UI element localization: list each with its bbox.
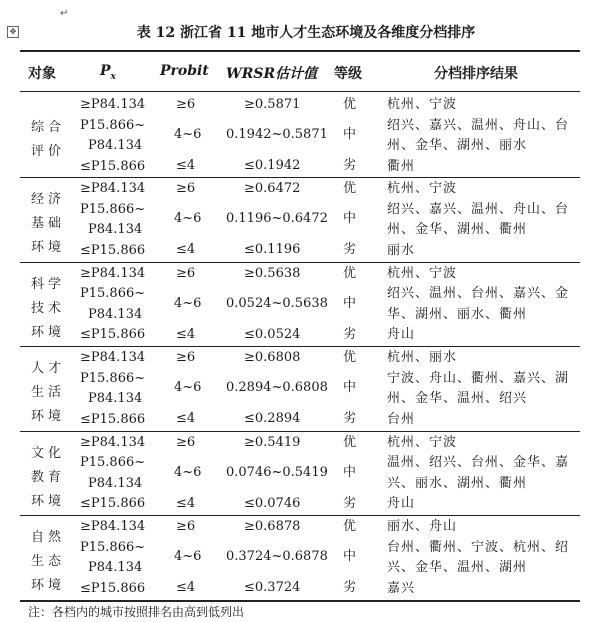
grade-value: 中	[343, 464, 357, 480]
wrsr-value: 0.0524~0.5638	[226, 295, 328, 311]
city-list-line: 兴、丽水、湖州、衢州	[387, 475, 528, 491]
header-probit: Probit	[160, 63, 209, 79]
probit-value: ≤4	[176, 158, 196, 173]
group-separator-rule	[20, 346, 580, 347]
group-object-label: 环境	[31, 324, 66, 340]
probit-value: 4~6	[174, 380, 202, 396]
city-list-line: 州、金华、温州、绍兴	[387, 391, 528, 407]
grade-value: 中	[343, 211, 357, 227]
city-list-line: 嘉兴	[387, 580, 416, 596]
px-value: ≤P15.866	[80, 242, 146, 258]
group-separator-rule	[20, 262, 580, 263]
probit-value: ≤4	[176, 580, 196, 595]
wrsr-value: ≤0.2894	[244, 411, 301, 427]
wrsr-value: ≥0.6472	[244, 181, 301, 197]
px-value: P15.866~	[80, 370, 146, 386]
px-value: P84.134	[88, 306, 143, 322]
table-top-rule	[20, 50, 580, 52]
group-object-label: 教育	[31, 469, 66, 485]
table-title: 表 12 浙江省 11 地市人才生态环境及各维度分档排序	[136, 25, 476, 41]
px-value: P15.866~	[80, 539, 146, 555]
px-value: ≤P15.866	[80, 496, 146, 512]
header-object: 对象	[28, 66, 56, 82]
grade-value: 劣	[343, 411, 357, 427]
grade-value: 中	[343, 549, 357, 564]
probit-value: 4~6	[174, 549, 202, 564]
wrsr-value: ≥0.5419	[244, 434, 301, 450]
city-list-line: 丽水、舟山	[387, 519, 458, 534]
group-object-label: 环境	[31, 409, 66, 425]
header-wrsr: WRSR估计值	[226, 66, 318, 82]
city-list-line: 宁波、舟山、衢州、嘉兴、湖	[387, 370, 570, 386]
probit-value: ≥6	[176, 519, 196, 534]
city-list-line: 温州、绍兴、台州、金华、嘉	[387, 455, 570, 471]
city-list-line: 绍兴、嘉兴、温州、舟山、台	[387, 117, 570, 133]
group-object-label: 生态	[31, 554, 66, 569]
wrsr-value: ≥0.5871	[244, 97, 301, 112]
group-object-label: 科学	[31, 276, 66, 292]
group-object-label: 基础	[31, 216, 66, 232]
px-value: P84.134	[88, 391, 143, 407]
table-bottom-rule	[20, 600, 580, 602]
px-value: P15.866~	[80, 201, 146, 217]
table-note: 注：各档内的城市按照排名由高到低列出	[28, 605, 245, 619]
city-list-line: 绍兴、温州、台州、嘉兴、金	[387, 286, 570, 302]
city-list-line: 绍兴、嘉兴、温州、舟山、台	[387, 201, 570, 217]
grade-value: 劣	[343, 580, 357, 595]
group-object-label: 自然	[31, 530, 66, 545]
city-list-line: 丽水	[387, 242, 416, 258]
grade-value: 劣	[343, 495, 357, 511]
px-value: P84.134	[88, 222, 143, 238]
probit-value: ≤4	[176, 495, 196, 511]
grade-value: 中	[343, 380, 357, 396]
probit-value: ≥6	[176, 181, 196, 197]
px-value: ≤P15.866	[80, 158, 146, 174]
px-value: ≤P15.866	[80, 411, 146, 427]
probit-value: 4~6	[174, 127, 202, 142]
grade-value: 优	[343, 350, 357, 366]
city-list-line: 州、金华、湖州、衢州	[387, 222, 528, 238]
grade-value: 优	[343, 519, 357, 534]
group-object-label: 综合	[31, 120, 66, 135]
wrsr-value: ≤0.0746	[244, 495, 301, 511]
group-object-label: 人才	[31, 361, 66, 377]
wrsr-value: ≤0.1942	[244, 158, 301, 173]
grade-value: 优	[343, 181, 357, 197]
group-object-label: 环境	[31, 240, 66, 256]
city-list-line: 台州	[387, 411, 416, 427]
px-value: ≥P84.134	[80, 350, 146, 366]
wrsr-value: ≥0.6878	[244, 519, 301, 534]
city-list-line: 台州、衢州、宁波、杭州、绍	[387, 539, 570, 555]
city-list-line: 舟山	[387, 496, 416, 512]
px-value: P15.866~	[80, 455, 146, 471]
grade-value: 中	[343, 127, 357, 142]
grade-value: 优	[343, 434, 357, 450]
px-value: P84.134	[88, 475, 143, 491]
px-value: P15.866~	[80, 117, 146, 133]
px-value: P84.134	[88, 138, 143, 153]
wrsr-value: ≤0.0524	[244, 326, 301, 342]
group-separator-rule	[20, 431, 580, 432]
probit-value: ≥6	[176, 97, 196, 112]
wrsr-value: ≥0.6808	[244, 350, 301, 366]
grade-value: 中	[343, 295, 357, 311]
px-value: ≥P84.134	[80, 265, 146, 281]
wrsr-value: ≤0.1196	[244, 242, 301, 258]
probit-value: ≤4	[176, 242, 196, 258]
probit-value: ≤4	[176, 326, 196, 342]
wrsr-value: 0.3724~0.6878	[226, 549, 328, 564]
city-list-line: 杭州、丽水	[387, 350, 458, 366]
wrsr-value: 0.0746~0.5419	[226, 464, 328, 480]
probit-value: 4~6	[174, 295, 202, 311]
table-move-handle-icon[interactable]: ✥	[7, 26, 19, 38]
grade-value: 劣	[343, 158, 357, 173]
group-object-label: 评价	[31, 144, 66, 159]
px-value: P84.134	[88, 560, 143, 575]
group-object-label: 环境	[31, 493, 66, 509]
group-separator-rule	[20, 177, 580, 178]
probit-value: ≤4	[176, 411, 196, 427]
city-list-line: 舟山	[387, 327, 416, 343]
group-object-label: 文化	[31, 445, 66, 461]
wrsr-value: 0.2894~0.6808	[226, 380, 328, 396]
group-object-label: 环境	[31, 578, 66, 593]
probit-value: 4~6	[174, 211, 202, 227]
wrsr-value: ≥0.5638	[244, 265, 301, 281]
grade-value: 劣	[343, 242, 357, 258]
wrsr-value: ≤0.3724	[244, 580, 301, 595]
wrsr-value: 0.1942~0.5871	[226, 127, 328, 142]
px-value: ≥P84.134	[80, 519, 146, 534]
grade-value: 优	[343, 265, 357, 281]
group-object-label: 技术	[31, 300, 66, 316]
header-px: $P_x$	[100, 63, 116, 82]
header-rule	[20, 91, 580, 92]
city-list-line: 华、湖州、丽水、衢州	[387, 306, 528, 322]
px-value: ≥P84.134	[80, 97, 146, 112]
probit-value: ≥6	[176, 350, 196, 366]
city-list-line: 杭州、宁波	[387, 97, 458, 112]
group-object-label: 生活	[31, 385, 66, 401]
city-list-line: 杭州、宁波	[387, 265, 458, 281]
city-list-line: 杭州、宁波	[387, 181, 458, 197]
probit-value: 4~6	[174, 464, 202, 480]
px-value: ≤P15.866	[80, 327, 146, 343]
px-value: P15.866~	[80, 286, 146, 302]
group-separator-rule	[20, 515, 580, 516]
probit-value: ≥6	[176, 434, 196, 450]
city-list-line: 衢州	[387, 158, 416, 174]
city-list-line: 州、金华、湖州、丽水	[387, 138, 528, 153]
grade-value: 劣	[343, 326, 357, 342]
paragraph-mark-icon: ↵	[60, 8, 69, 19]
header-grade: 等级	[334, 66, 362, 82]
px-value: ≤P15.866	[80, 580, 146, 596]
px-value: ≥P84.134	[80, 181, 146, 197]
group-object-label: 经济	[31, 192, 66, 208]
probit-value: ≥6	[176, 265, 196, 281]
grade-value: 优	[343, 97, 357, 112]
px-value: ≥P84.134	[80, 434, 146, 450]
header-result: 分档排序结果	[434, 66, 518, 82]
wrsr-value: 0.1196~0.6472	[226, 211, 328, 227]
city-list-line: 杭州、宁波	[387, 434, 458, 450]
city-list-line: 兴、金华、温州、湖州	[387, 560, 528, 575]
